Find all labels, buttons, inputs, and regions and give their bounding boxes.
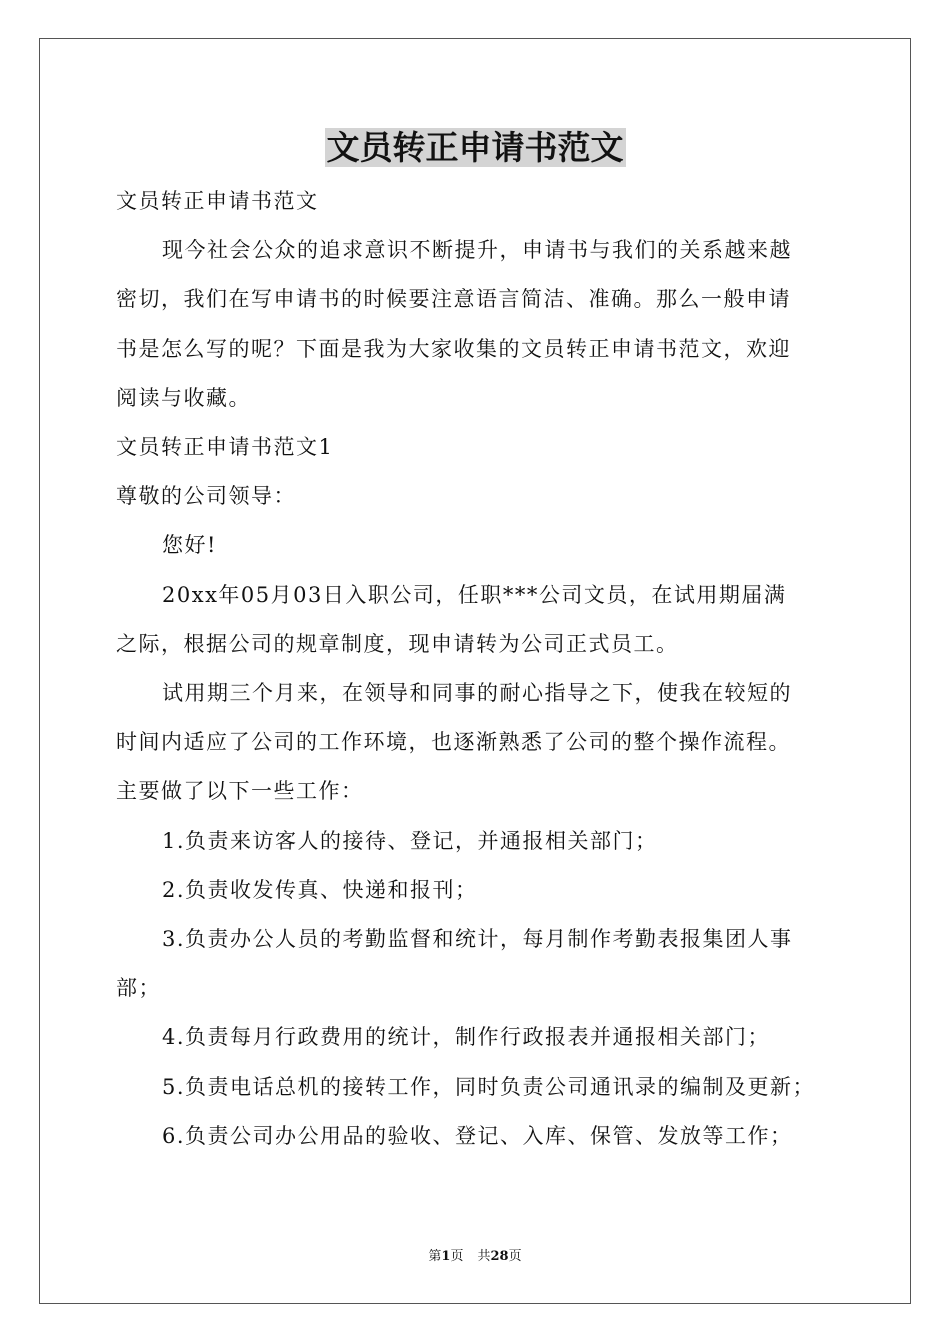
intro-paragraph-line: 阅读与收藏。 bbox=[116, 385, 251, 410]
intro-paragraph-line: 密切，我们在写申请书的时候要注意语言简洁、准确。那么一般申请 bbox=[116, 287, 791, 312]
document-title-text: 文员转正申请书范文 bbox=[326, 128, 624, 167]
list-item: 5.负责电话总机的接转工作，同时负责公司通讯录的编制及更新； bbox=[162, 1074, 816, 1099]
salutation: 尊敬的公司领导： bbox=[116, 484, 296, 509]
list-item-continuation: 部； bbox=[116, 976, 161, 1001]
body-paragraph-line: 时间内适应了公司的工作环境，也逐渐熟悉了公司的整个操作流程。 bbox=[116, 730, 791, 755]
body-paragraph-line: 20xx年05月03日入职公司，任职***公司文员，在试用期届满 bbox=[162, 582, 787, 607]
page-suffix: 页 bbox=[450, 1249, 464, 1264]
total-prefix: 共 bbox=[477, 1249, 491, 1264]
intro-paragraph-line: 书是怎么写的呢？下面是我为大家收集的文员转正申请书范文，欢迎 bbox=[116, 336, 791, 361]
total-suffix: 页 bbox=[508, 1249, 522, 1264]
total-pages: 28 bbox=[490, 1249, 509, 1264]
list-item: 3.负责办公人员的考勤监督和统计，每月制作考勤表报集团人事 bbox=[162, 927, 793, 952]
body-paragraph-line: 主要做了以下一些工作： bbox=[116, 779, 364, 804]
document-body bbox=[116, 177, 834, 1161]
page-prefix: 第 bbox=[428, 1249, 442, 1264]
page-number: 1 bbox=[441, 1249, 451, 1264]
list-item: 2.负责收发传真、快递和报刊； bbox=[162, 877, 478, 902]
body-paragraph-line: 试用期三个月来，在领导和同事的耐心指导之下，使我在较短的 bbox=[162, 681, 792, 706]
list-item: 6.负责公司办公用品的验收、登记、入库、保管、发放等工作； bbox=[162, 1123, 793, 1148]
subtitle-line: 文员转正申请书范文 bbox=[116, 189, 319, 213]
page-footer bbox=[0, 1248, 950, 1266]
list-item: 4.负责每月行政费用的统计，制作行政报表并通报相关部门； bbox=[162, 1025, 771, 1050]
intro-paragraph-line: 现今社会公众的追求意识不断提升，申请书与我们的关系越来越 bbox=[162, 238, 792, 263]
greeting: 您好! bbox=[162, 533, 217, 558]
section-heading: 文员转正申请书范文1 bbox=[116, 435, 334, 460]
body-paragraph-line: 之际，根据公司的规章制度，现申请转为公司正式员工。 bbox=[116, 631, 679, 656]
document-title bbox=[0, 126, 950, 170]
list-item: 1.负责来访客人的接待、登记，并通报相关部门； bbox=[162, 828, 658, 853]
